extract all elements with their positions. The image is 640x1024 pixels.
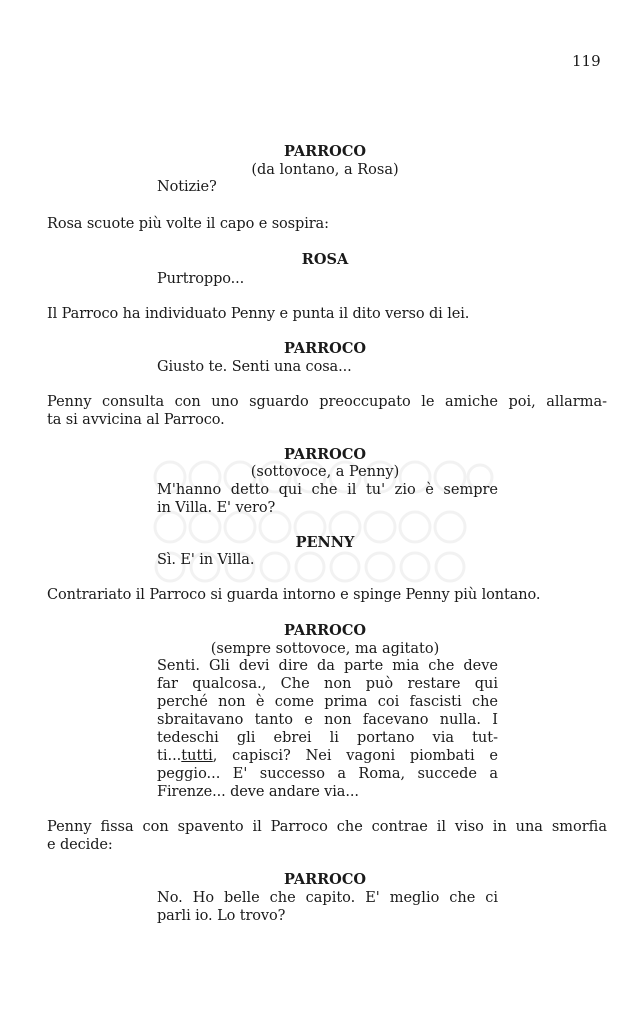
action-line: Penny consulta con uno sguardo preoccupato le amiche poi, allarma- — [47, 394, 607, 410]
character-name: PARROCO — [283, 446, 366, 463]
underlined-word: tutti — [181, 748, 213, 764]
dialogue-line: in Villa. E' vero? — [157, 500, 276, 516]
dialogue-line: Sì. E' in Villa. — [157, 552, 255, 568]
character-name: PARROCO — [283, 143, 366, 160]
dialogue-line: sbraitavano tanto e non facevano nulla. I — [157, 712, 498, 728]
dialogue-line: peggio... E' successo a Roma, succede a — [157, 766, 498, 782]
dialogue-line: No. Ho belle che capito. E' meglio che ci — [157, 890, 498, 906]
dialogue-line: parli io. Lo trovo? — [157, 908, 286, 924]
dialogue-line: perché non è come prima coi fascisti che — [157, 694, 498, 710]
parenthetical: (sempre sottovoce, ma agitato) — [210, 641, 440, 657]
dialogue-line: M'hanno detto qui che il tu' zio è sempre — [157, 482, 498, 498]
dialogue-line: far qualcosa., Che non può restare qui — [157, 676, 498, 692]
action-line: ta si avvicina al Parroco. — [47, 412, 225, 428]
action-line: Penny fissa con spavento il Parroco che contrae il viso in una smorfia — [47, 819, 607, 835]
character-name: PARROCO — [283, 622, 366, 639]
parenthetical: (sottovoce, a Penny) — [250, 464, 400, 480]
page-number: 119 — [572, 52, 601, 70]
parenthetical: (da lontano, a Rosa) — [251, 162, 399, 178]
character-name: ROSA — [301, 251, 349, 268]
dialogue-line: Notizie? — [157, 179, 217, 195]
dialogue-line: Giusto te. Senti una cosa... — [157, 359, 352, 375]
action-line: e decide: — [47, 837, 113, 853]
character-name: PENNY — [295, 534, 355, 551]
character-name: PARROCO — [283, 340, 366, 357]
dialogue-line: Purtroppo... — [157, 271, 245, 287]
dialogue-line: Senti. Gli devi dire da parte mia che deve — [157, 658, 498, 674]
action-line: Rosa scuote più volte il capo e sospira: — [47, 216, 329, 232]
action-line: Contrariato il Parroco si guarda intorno e spinge Penny più lontano. — [47, 587, 541, 603]
character-name: PARROCO — [283, 871, 366, 888]
dialogue-line: Firenze... deve andare via... — [157, 784, 359, 800]
dialogue-line — [157, 747, 498, 765]
dialogue-fragment: , capisci? Nei vagoni piombati e — [212, 748, 498, 764]
dialogue-fragment: ti... — [157, 748, 182, 764]
action-line: Il Parroco ha individuato Penny e punta il dito verso di lei. — [47, 306, 470, 322]
dialogue-line: tedeschi gli ebrei li portano via tut- — [157, 730, 498, 746]
